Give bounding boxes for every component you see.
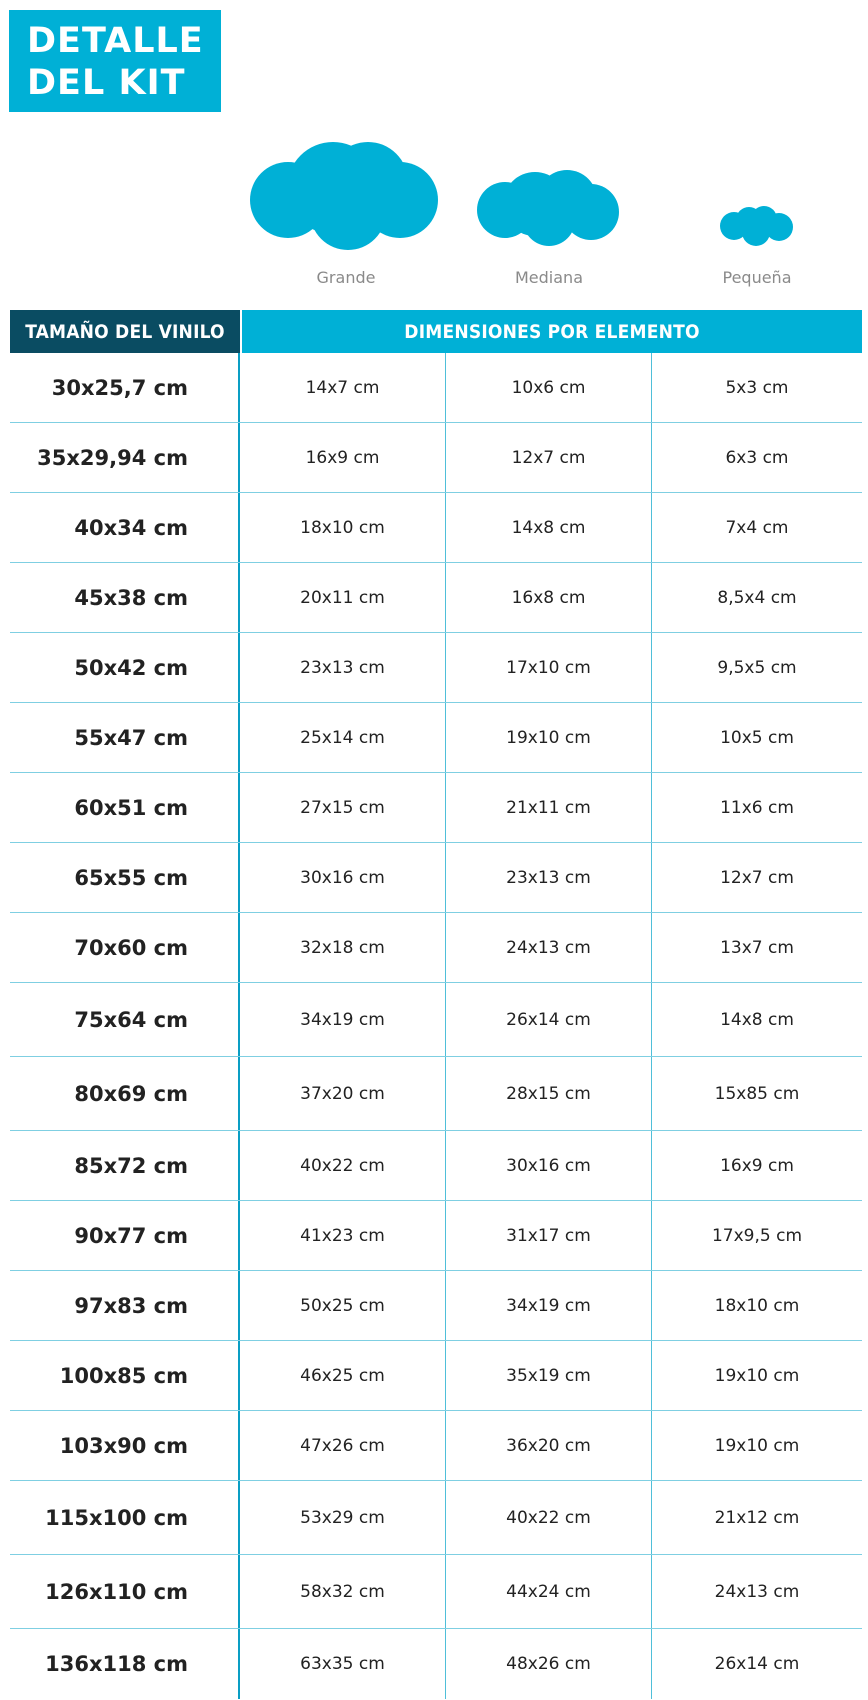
- medium-dimension-cell: 28x15 cm: [446, 1057, 652, 1130]
- table-row: [10, 773, 862, 843]
- large-dimension-cell: 50x25 cm: [240, 1271, 446, 1340]
- small-dimension-cell: 8,5x4 cm: [717, 587, 797, 608]
- medium-dimension-cell: 30x16 cm: [446, 1131, 652, 1200]
- medium-dimension-cell: 36x20 cm: [446, 1411, 652, 1480]
- medium-dimension-cell: 23x13 cm: [446, 843, 652, 912]
- medium-dimension-cell: 31x17 cm: [446, 1201, 652, 1270]
- small-dimension-cell: 13x7 cm: [720, 937, 794, 958]
- table-row: [10, 1271, 862, 1341]
- medium-dimension-cell: 24x13 cm: [446, 913, 652, 982]
- large-dimension-cell: 14x7 cm: [240, 353, 446, 422]
- cloud-label-large: Grande: [316, 268, 376, 287]
- large-dimension-cell: 18x10 cm: [240, 493, 446, 562]
- vinyl-size-cell: 60x51 cm: [10, 773, 240, 842]
- large-dimension-cell: 40x22 cm: [240, 1131, 446, 1200]
- large-dimension-cell: 27x15 cm: [240, 773, 446, 842]
- vinyl-size-cell: 85x72 cm: [10, 1131, 240, 1200]
- table-row: [10, 1481, 862, 1555]
- table-row: [10, 703, 862, 773]
- vinyl-size-cell: 35x29,94 cm: [10, 423, 240, 492]
- medium-dimension-cell: 40x22 cm: [446, 1481, 652, 1554]
- medium-dimension-cell: 12x7 cm: [446, 423, 652, 492]
- vinyl-size-cell: 90x77 cm: [10, 1201, 240, 1270]
- table-row: [10, 1057, 862, 1131]
- size-table: [10, 353, 862, 1699]
- table-row: [10, 353, 862, 423]
- small-dimension-cell: 15x85 cm: [714, 1083, 800, 1104]
- table-row: [10, 423, 862, 493]
- vinyl-size-cell: 50x42 cm: [10, 633, 240, 702]
- small-dimension-cell: 19x10 cm: [714, 1435, 800, 1456]
- medium-dimension-cell: 44x24 cm: [446, 1555, 652, 1628]
- medium-dimension-cell: 10x6 cm: [446, 353, 652, 422]
- cloud-label-medium: Mediana: [515, 268, 583, 287]
- large-dimension-cell: 46x25 cm: [240, 1341, 446, 1410]
- vinyl-size-cell: 75x64 cm: [10, 983, 240, 1056]
- vinyl-size-cell: 100x85 cm: [10, 1341, 240, 1410]
- large-dimension-cell: 47x26 cm: [240, 1411, 446, 1480]
- vinyl-size-cell: 45x38 cm: [10, 563, 240, 632]
- large-dimension-cell: 25x14 cm: [240, 703, 446, 772]
- table-row: [10, 633, 862, 703]
- large-dimension-cell: 34x19 cm: [240, 983, 446, 1056]
- vinyl-size-cell: 103x90 cm: [10, 1411, 240, 1480]
- small-dimension-cell: 16x9 cm: [720, 1155, 794, 1176]
- large-dimension-cell: 32x18 cm: [240, 913, 446, 982]
- table-row: [10, 983, 862, 1057]
- medium-dimension-cell: 48x26 cm: [446, 1629, 652, 1699]
- medium-dimension-cell: 17x10 cm: [446, 633, 652, 702]
- table-row: [10, 1555, 862, 1629]
- small-dimension-cell: 10x5 cm: [720, 727, 794, 748]
- vinyl-size-cell: 126x110 cm: [10, 1555, 240, 1628]
- table-row: [10, 1201, 862, 1271]
- small-dimension-cell: 11x6 cm: [720, 797, 794, 818]
- small-dimension-cell: 6x3 cm: [725, 447, 789, 468]
- table-row: [10, 1341, 862, 1411]
- large-dimension-cell: 58x32 cm: [240, 1555, 446, 1628]
- header-element-dimensions: DIMENSIONES POR ELEMENTO: [242, 310, 862, 353]
- cloud-large-icon: [248, 142, 444, 252]
- cloud-label-small: Pequeña: [722, 268, 792, 287]
- small-dimension-cell: 5x3 cm: [725, 377, 789, 398]
- vinyl-size-cell: 97x83 cm: [10, 1271, 240, 1340]
- large-dimension-cell: 41x23 cm: [240, 1201, 446, 1270]
- medium-dimension-cell: 19x10 cm: [446, 703, 652, 772]
- cloud-small-icon: [718, 202, 798, 248]
- medium-dimension-cell: 35x19 cm: [446, 1341, 652, 1410]
- large-dimension-cell: 63x35 cm: [240, 1629, 446, 1699]
- table-row: [10, 843, 862, 913]
- medium-dimension-cell: 26x14 cm: [446, 983, 652, 1056]
- medium-dimension-cell: 34x19 cm: [446, 1271, 652, 1340]
- small-dimension-cell: 12x7 cm: [720, 867, 794, 888]
- vinyl-size-cell: 40x34 cm: [10, 493, 240, 562]
- large-dimension-cell: 37x20 cm: [240, 1057, 446, 1130]
- medium-dimension-cell: 21x11 cm: [446, 773, 652, 842]
- vinyl-size-cell: 80x69 cm: [10, 1057, 240, 1130]
- kit-title-banner: [9, 10, 221, 112]
- small-dimension-cell: 7x4 cm: [725, 517, 789, 538]
- table-row: [10, 913, 862, 983]
- table-row: [10, 1411, 862, 1481]
- title-line-2: DEL KIT: [27, 63, 186, 103]
- table-row: [10, 493, 862, 563]
- small-dimension-cell: 18x10 cm: [714, 1295, 800, 1316]
- title-line-1: DETALLE: [27, 21, 204, 61]
- small-dimension-cell: 19x10 cm: [714, 1365, 800, 1386]
- table-row: [10, 1629, 862, 1699]
- vinyl-size-cell: 30x25,7 cm: [10, 353, 240, 422]
- small-dimension-cell: 26x14 cm: [714, 1654, 800, 1674]
- large-dimension-cell: 20x11 cm: [240, 563, 446, 632]
- medium-dimension-cell: 16x8 cm: [446, 563, 652, 632]
- large-dimension-cell: 16x9 cm: [240, 423, 446, 492]
- small-dimension-cell: 24x13 cm: [714, 1581, 800, 1602]
- large-dimension-cell: 23x13 cm: [240, 633, 446, 702]
- table-row: [10, 1131, 862, 1201]
- vinyl-size-cell: 55x47 cm: [10, 703, 240, 772]
- vinyl-size-cell: 70x60 cm: [10, 913, 240, 982]
- cloud-size-legend: [0, 130, 868, 290]
- small-dimension-cell: 21x12 cm: [714, 1507, 800, 1528]
- vinyl-size-cell: 115x100 cm: [10, 1481, 240, 1554]
- medium-dimension-cell: 14x8 cm: [446, 493, 652, 562]
- header-vinyl-size: TAMAÑO DEL VINILO: [10, 310, 240, 353]
- vinyl-size-cell: 65x55 cm: [10, 843, 240, 912]
- small-dimension-cell: 9,5x5 cm: [717, 657, 797, 678]
- cloud-medium-icon: [475, 166, 623, 248]
- small-dimension-cell: 17x9,5 cm: [711, 1225, 803, 1246]
- large-dimension-cell: 53x29 cm: [240, 1481, 446, 1554]
- large-dimension-cell: 30x16 cm: [240, 843, 446, 912]
- vinyl-size-cell: 136x118 cm: [10, 1629, 240, 1699]
- table-row: [10, 563, 862, 633]
- small-dimension-cell: 14x8 cm: [720, 1009, 794, 1030]
